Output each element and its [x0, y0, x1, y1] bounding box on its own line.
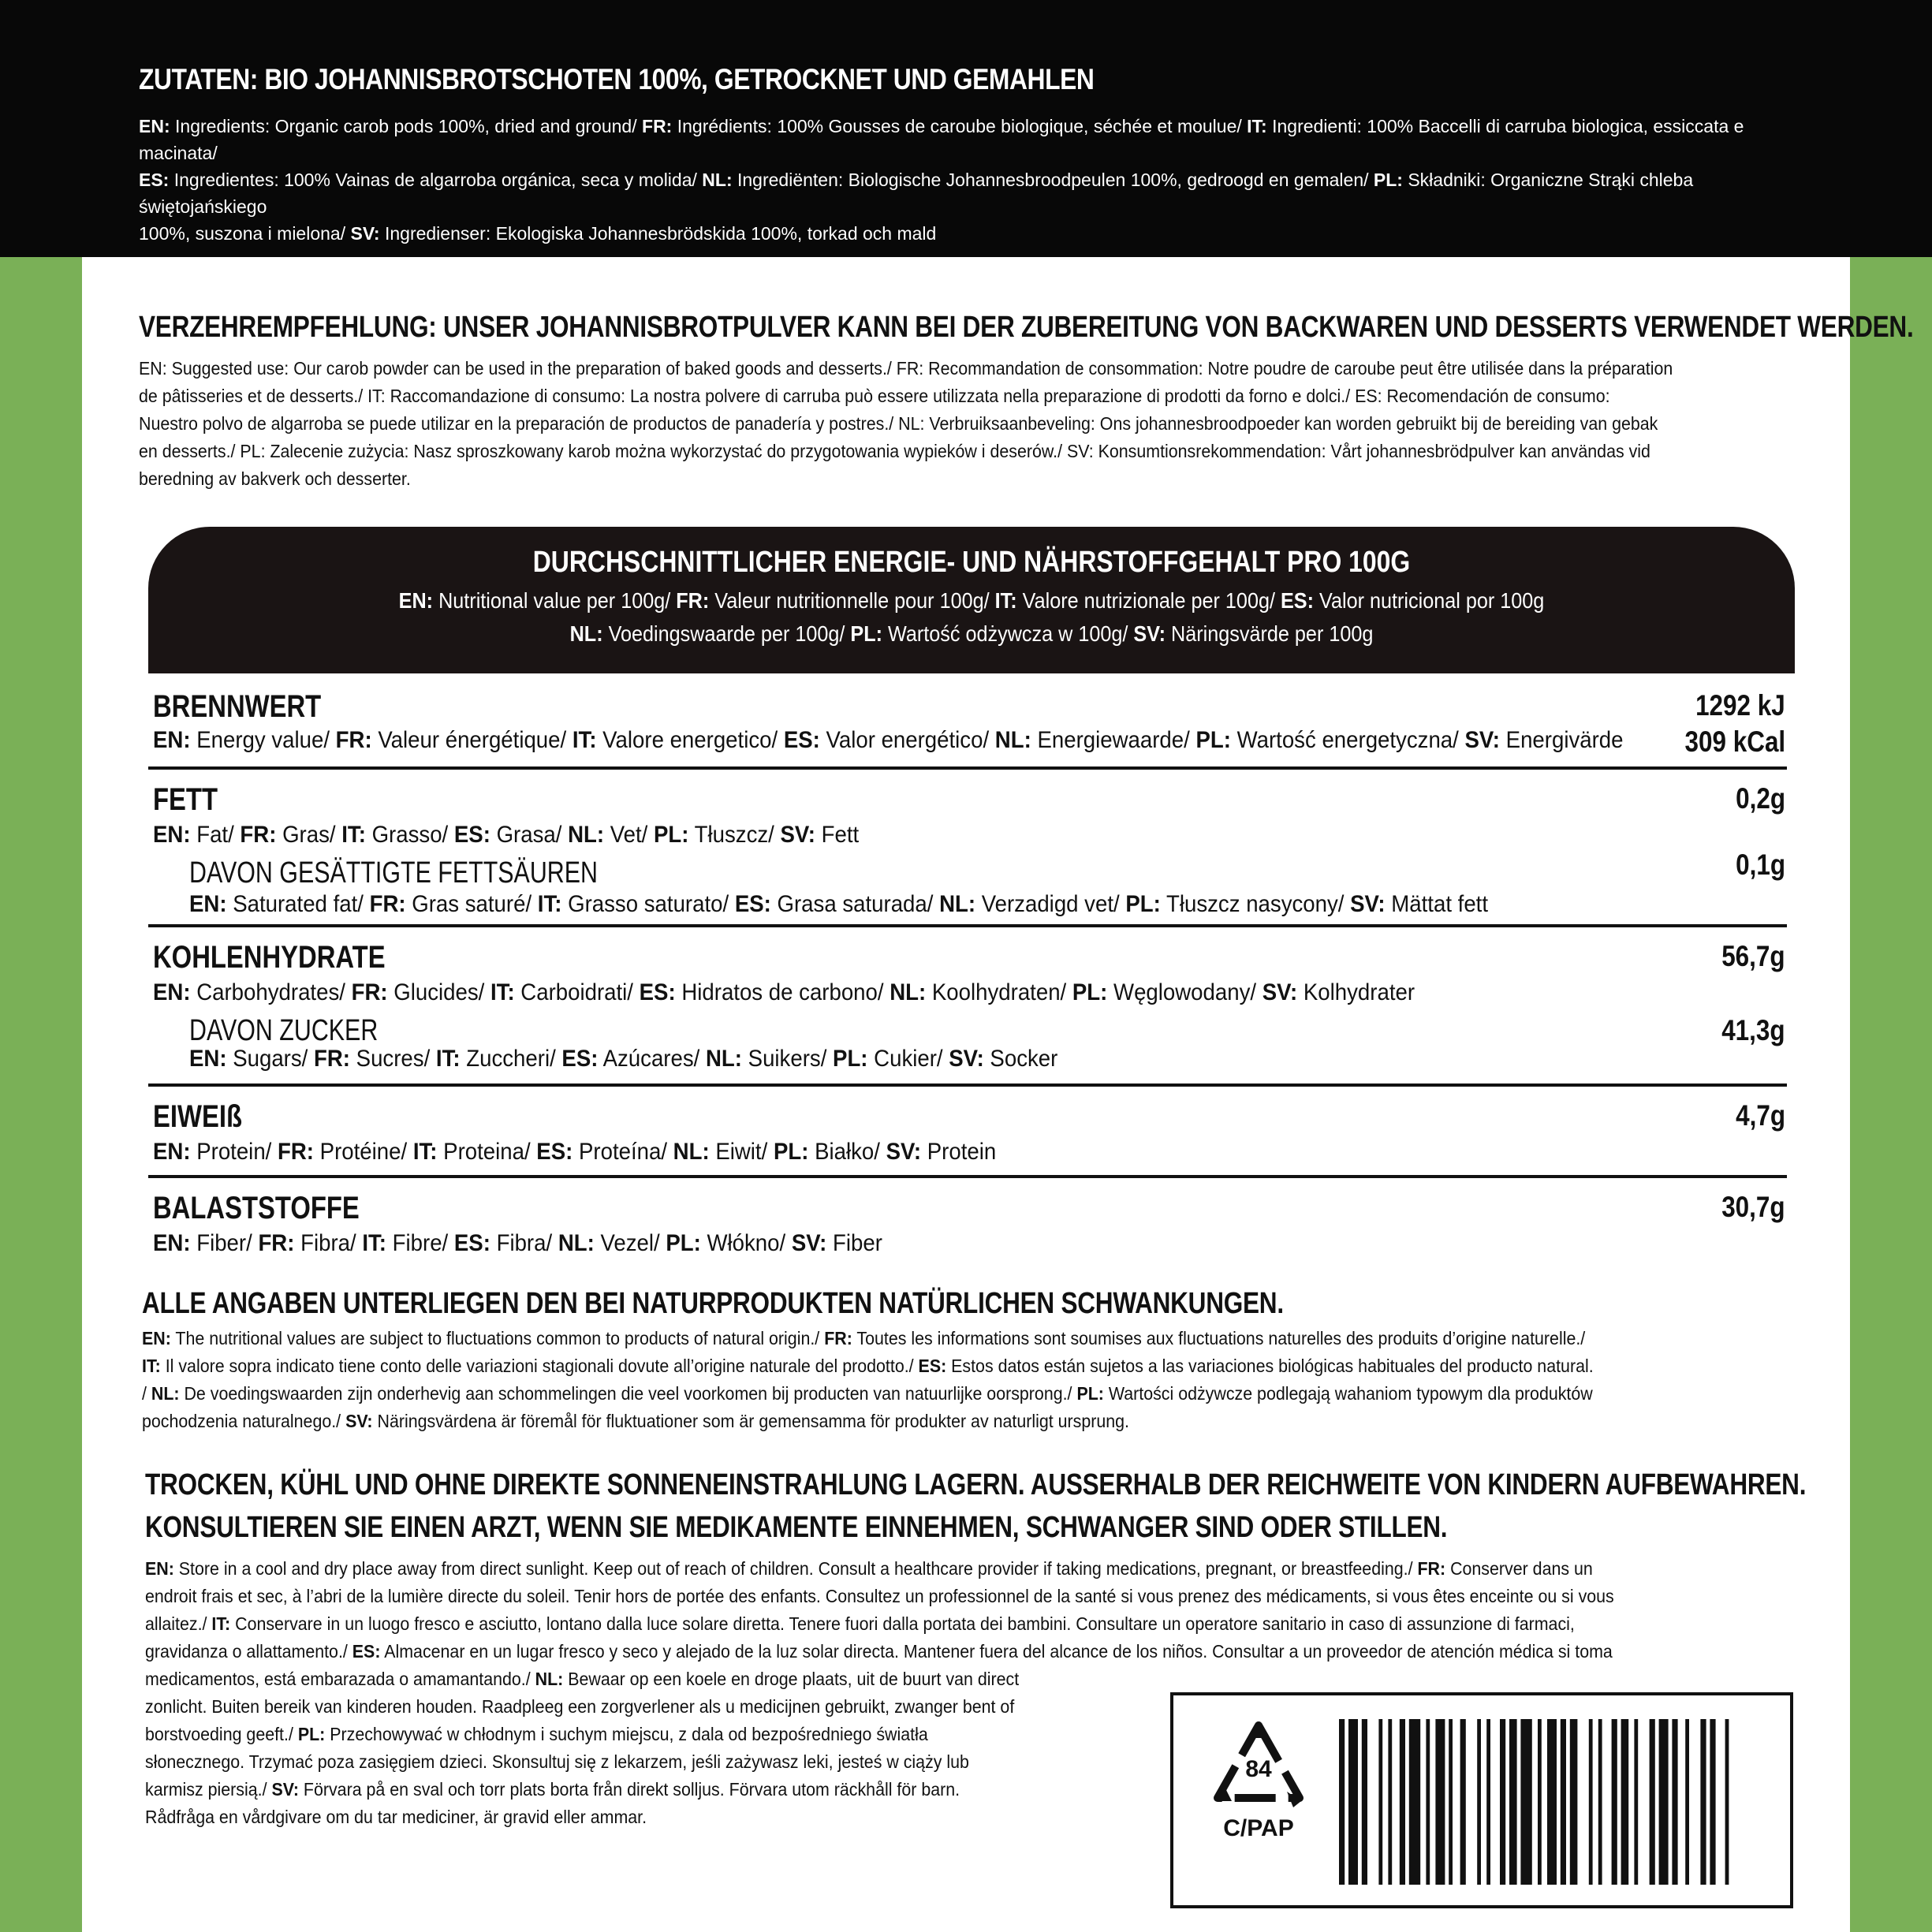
table-divider — [148, 1175, 1787, 1178]
row-value: 0,1g — [1736, 849, 1785, 881]
row-value: 4,7g — [1736, 1099, 1785, 1132]
ingredients-band — [0, 0, 1932, 257]
row-value-kcal: 309 kCal — [1684, 725, 1785, 758]
fluctuation-translations: EN: The nutritional values are subject to fluctuations common to products of natural origin./ FR: Toutes les informations sont soumises aux fluctuations naturelles des produits d’origine naturelle./ IT: Il valore sopra indicato tiene conto delle variazioni stagionali dovute all’origine naturale del prodotto./ ES: Estos datos están sujetos a las variaciones biológicas habituales del producto natural. / NL: De voedingswaarden zijn onderhevig aan schommelingen die veel voorkomen bij producten van natuurlijke oorsprong./ PL: Wartości odżywcze podlegają wahaniom typowym dla produktów pochodzenia naturalnego./ SV: Näringsvärdena är föremål för fluktuationer som är gemensamma för produkter av naturligt ursprung. — [142, 1328, 1594, 1431]
row-translations: EN: Fiber/ FR: Fibra/ IT: Fibre/ ES: Fibra/ NL: Vezel/ PL: Włókno/ SV: Fiber — [153, 1230, 882, 1256]
row-name: DAVON GESÄTTIGTE FETTSÄUREN — [189, 856, 598, 890]
table-divider — [148, 924, 1787, 927]
nutrition-table-header — [148, 527, 1795, 673]
nutrition-row-fat — [148, 782, 1785, 861]
row-translations: EN: Sugars/ FR: Sucres/ IT: Zuccheri/ ES: Azúcares/ NL: Suikers/ PL: Cukier/ SV: Socker — [189, 1046, 1058, 1072]
nutrition-row-energy — [148, 689, 1785, 758]
row-value-kj: 1292 kJ — [1695, 689, 1785, 722]
recycling-barcode-box — [1170, 1692, 1793, 1908]
fluctuation-heading: ALLE ANGABEN UNTERLIEGEN DEN BEI NATURPRODUKTEN NATÜRLICHEN SCHWANKUNGEN. — [142, 1287, 1284, 1320]
row-name: FETT — [153, 782, 218, 817]
row-translations: EN: Fat/ FR: Gras/ IT: Grasso/ ES: Grasa/ NL: Vet/ PL: Tłuszcz/ SV: Fett — [153, 822, 860, 848]
recycling-code: 84 — [1245, 1756, 1272, 1782]
usage-translations: EN: Suggested use: Our carob powder can be used in the preparation of baked goods and desserts./ FR: Recommandation de consommation: Notre poudre de caroube peut être utilisée dans la préparation de pâtisseries et de desserts./ IT: Raccomandazione di consumo: La nostra polvere di carruba può essere utilizzata nella preparazione di prodotti da forno e dolci./ ES: Recomendación de consumo: Nuestro polvo de algarroba se puede utilizar en la preparación de productos de panadería y postres./ NL: Verbruiksaanbeveling: Ons johannesbroodpoeder kan worden gebruikt bij de bereiding van gebak en desserts./ PL: Zalecenie zużycia: Nasz sproszkowany karob można wykorzystać do przygotowania wypieków i deserów./ SV: Konsumtionsrekommendation: Vårt johannesbrödpulver kan användas vid beredning av bakverk och desserter. — [139, 358, 1673, 489]
storage-heading-2: KONSULTIEREN SIE EINEN ARZT, WENN SIE MEDIKAMENTE EINNEHMEN, SCHWANGER SIND ODER STILLEN. — [145, 1511, 1448, 1544]
recycling-material: C/PAP — [1223, 1815, 1294, 1841]
table-divider — [148, 1083, 1787, 1087]
ingredients-translations: EN: Ingredients: Organic carob pods 100%, dried and ground/ FR: Ingrédients: 100% Gousses de caroube biologique, séchée et moulue/ IT: Ingredienti: 100% Baccelli di carruba biologica, essiccata e macinata/ ES: Ingredientes: 100% Vainas de algarroba orgánica, seca y molida/ NL: Ingrediënten: Biologische Johannesbroodpeulen 100%, gedroogd en gemalen/ PL: Składniki: Organiczne Strąki chleba świętojańskiego 100%, suszona i mielona/ SV: Ingredienser: Ekologiska Johannesbrödskida 100%, torkad och mald — [139, 116, 1744, 244]
row-name: BALASTSTOFFE — [153, 1191, 360, 1225]
row-name: EIWEIß — [153, 1099, 242, 1134]
usage-heading: VERZEHREMPFEHLUNG: UNSER JOHANNISBROTPULVER KANN BEI DER ZUBEREITUNG VON BACKWAREN UND DESSERTS VERWENDET WERDEN. — [139, 311, 1914, 344]
row-name: KOHLENHYDRATE — [153, 940, 386, 975]
nutrition-row-saturated — [148, 849, 1785, 935]
table-divider — [148, 766, 1787, 770]
row-value: 41,3g — [1721, 1014, 1785, 1046]
row-value: 30,7g — [1721, 1191, 1785, 1223]
nutrition-subtitle-2: NL: Voedingswaarde per 100g/ PL: Wartość odżywcza w 100g/ SV: Näringsvärde per 100g — [569, 621, 1374, 646]
nutrition-row-protein — [148, 1099, 1785, 1165]
row-translations: EN: Energy value/ FR: Valeur énergétique/ IT: Valore energetico/ ES: Valor energético/ NL: Energiewaarde/ PL: Wartość energetyczna/ SV: Energivärde — [153, 727, 1624, 753]
row-translations: EN: Protein/ FR: Protéine/ IT: Proteina/ ES: Proteína/ NL: Eiwit/ PL: Białko/ SV: Protein — [153, 1139, 997, 1165]
label-panel — [82, 257, 1914, 1932]
row-value: 56,7g — [1721, 940, 1785, 972]
row-translations: EN: Saturated fat/ FR: Gras saturé/ IT: Grasso saturato/ ES: Grasa saturada/ NL: Verzadigd vet/ PL: Tłuszcz nasycony/ SV: Mättat fett — [189, 891, 1489, 917]
storage-translations: EN: Store in a cool and dry place away from direct sunlight. Keep out of reach of children. Consult a healthcare provider if taking medications, pregnant, or breastfeeding./ FR: Conserver dans un endroit frais et sec, à l’abri de la lumière directe du soleil. Tenir hors de portée des enfants. Consultez un professionnel de la santé si vous prenez des médicaments, si vous êtes enceinte ou si vous allaitez./ IT: Conservare in un luogo fresco e asciutto, lontano dalla luce solare diretta. Tenere fuori dalla portata dei bambini. Consultare un operatore sanitario in caso di assunzione di farmaci, gravidanza o allattamento./ ES: Almacenar en un lugar fresco y seco y alejado de la luz solar directa. Mantener fuera del alcance de los niños. Consultar a un proveedor de atención médica si toma medicamentos, está embarazada o amamantando./ NL: Bewaar op een koele en droge plaats, uit de buurt van direct zonlicht. Buiten bereik van kinderen houden. Raadpleeg een zorgverlener als u medicijnen gebruikt, zwanger bent of borstvoeding geeft./ PL: Przechowywać w chłodnym i suchym miejscu, z dala od bezpośredniego światła słonecznego. Trzymać poza zasięgiem dzieci. Skonsultuj się z lekarzem, jeśli zażywasz leki, jesteś w ciąży lub karmisz piersią./ SV: Förvara på en sval och torr plats borta från direkt solljus. Förvara utom räckhåll för barn. Rådfråga en vårdgivare om du tar mediciner, är gravid eller ammar. — [145, 1558, 1614, 1827]
nutrition-row-fiber — [148, 1191, 1785, 1254]
barcode-icon — [1339, 1719, 1773, 1885]
row-name: BRENNWERT — [153, 689, 322, 724]
nutrition-row-sugars — [148, 1014, 1785, 1085]
storage-heading-1: TROCKEN, KÜHL UND OHNE DIREKTE SONNENEINSTRAHLUNG LAGERN. AUSSERHALB DER REICHWEITE VON KINDERN AUFBEWAHREN. — [145, 1468, 1807, 1501]
nutrition-row-carbs — [148, 940, 1785, 1019]
row-value: 0,2g — [1736, 782, 1785, 815]
ingredients-heading: ZUTATEN: BIO JOHANNISBROTSCHOTEN 100%, GETROCKNET UND GEMAHLEN — [139, 63, 1095, 95]
row-name: DAVON ZUCKER — [189, 1014, 379, 1047]
nutrition-title: DURCHSCHNITTLICHER ENERGIE- UND NÄHRSTOFFGEHALT PRO 100G — [532, 546, 1411, 579]
row-translations: EN: Carbohydrates/ FR: Glucides/ IT: Carboidrati/ ES: Hidratos de carbono/ NL: Koolhydraten/ PL: Węglowodany/ SV: Kolhydrater — [153, 979, 1415, 1005]
nutrition-subtitle-1: EN: Nutritional value per 100g/ FR: Valeur nutritionnelle pour 100g/ IT: Valore nutrizionale per 100g/ ES: Valor nutricional por 100g — [398, 588, 1545, 613]
